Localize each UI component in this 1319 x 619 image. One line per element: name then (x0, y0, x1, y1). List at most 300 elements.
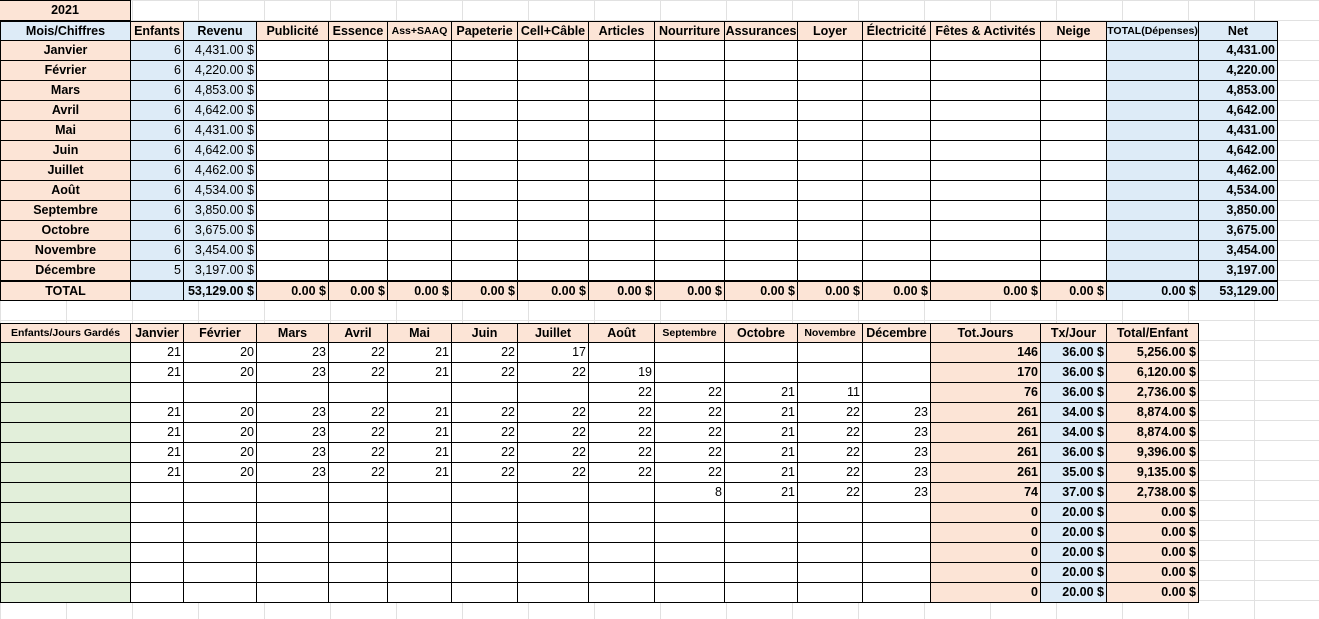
data-cell[interactable] (1107, 101, 1199, 121)
data-cell[interactable] (863, 343, 931, 363)
month-label[interactable]: Décembre (0, 261, 131, 281)
data-cell[interactable] (725, 543, 798, 563)
data-cell[interactable]: 20.00 $ (1041, 563, 1107, 583)
data-cell[interactable]: 0 (931, 583, 1041, 603)
data-cell[interactable] (329, 241, 388, 261)
data-cell[interactable] (388, 161, 452, 181)
data-cell[interactable] (518, 141, 589, 161)
data-cell[interactable] (798, 363, 863, 383)
data-cell[interactable] (589, 583, 655, 603)
data-cell[interactable] (388, 81, 452, 101)
data-cell[interactable] (589, 101, 655, 121)
data-cell[interactable] (655, 41, 725, 61)
data-cell[interactable]: 8 (655, 483, 725, 503)
data-cell[interactable] (725, 221, 798, 241)
data-cell[interactable]: 4,534.00 (1199, 181, 1278, 201)
month-label[interactable]: Octobre (0, 221, 131, 241)
data-cell[interactable]: 22 (452, 463, 518, 483)
data-cell[interactable] (725, 523, 798, 543)
child-name-cell[interactable] (0, 503, 131, 523)
data-cell[interactable]: 36.00 $ (1041, 343, 1107, 363)
column-header[interactable]: Décembre (863, 323, 931, 343)
month-label[interactable]: Mai (0, 121, 131, 141)
column-header[interactable]: Assurances (725, 21, 798, 41)
data-cell[interactable] (388, 101, 452, 121)
data-cell[interactable] (863, 201, 931, 221)
data-cell[interactable]: 22 (798, 443, 863, 463)
month-label[interactable]: Janvier (0, 41, 131, 61)
data-cell[interactable] (518, 503, 589, 523)
data-cell[interactable]: 21 (131, 343, 184, 363)
data-cell[interactable] (725, 201, 798, 221)
data-cell[interactable]: 4,642.00 (1199, 141, 1278, 161)
data-cell[interactable] (589, 181, 655, 201)
column-header[interactable]: Août (589, 323, 655, 343)
data-cell[interactable] (388, 141, 452, 161)
data-cell[interactable] (931, 221, 1041, 241)
data-cell[interactable] (589, 121, 655, 141)
data-cell[interactable] (452, 61, 518, 81)
total-cell[interactable]: 0.00 $ (589, 281, 655, 301)
data-cell[interactable] (589, 543, 655, 563)
data-cell[interactable]: 6 (131, 201, 184, 221)
data-cell[interactable] (329, 181, 388, 201)
data-cell[interactable]: 20 (184, 403, 257, 423)
data-cell[interactable]: 21 (725, 483, 798, 503)
data-cell[interactable]: 6 (131, 61, 184, 81)
data-cell[interactable] (589, 161, 655, 181)
data-cell[interactable] (452, 563, 518, 583)
data-cell[interactable] (1107, 121, 1199, 141)
data-cell[interactable] (518, 383, 589, 403)
data-cell[interactable] (798, 221, 863, 241)
data-cell[interactable] (452, 523, 518, 543)
data-cell[interactable]: 0 (931, 523, 1041, 543)
month-label[interactable]: Juin (0, 141, 131, 161)
data-cell[interactable] (131, 383, 184, 403)
total-cell[interactable]: 0.00 $ (863, 281, 931, 301)
child-name-cell[interactable] (0, 583, 131, 603)
total-cell[interactable]: 0.00 $ (452, 281, 518, 301)
data-cell[interactable] (863, 61, 931, 81)
data-cell[interactable] (931, 161, 1041, 181)
data-cell[interactable] (329, 503, 388, 523)
data-cell[interactable]: 21 (131, 403, 184, 423)
child-name-cell[interactable] (0, 543, 131, 563)
data-cell[interactable] (655, 161, 725, 181)
data-cell[interactable]: 6 (131, 81, 184, 101)
data-cell[interactable] (655, 563, 725, 583)
data-cell[interactable] (257, 543, 329, 563)
data-cell[interactable]: 4,431.00 $ (184, 41, 257, 61)
data-cell[interactable]: 146 (931, 343, 1041, 363)
data-cell[interactable] (863, 181, 931, 201)
year-cell[interactable]: 2021 (0, 0, 131, 21)
data-cell[interactable] (257, 261, 329, 281)
data-cell[interactable] (131, 523, 184, 543)
data-cell[interactable]: 22 (329, 403, 388, 423)
data-cell[interactable] (1107, 41, 1199, 61)
data-cell[interactable] (589, 241, 655, 261)
data-cell[interactable]: 22 (655, 383, 725, 403)
data-cell[interactable]: 22 (798, 483, 863, 503)
data-cell[interactable] (452, 543, 518, 563)
data-cell[interactable] (589, 523, 655, 543)
data-cell[interactable]: 23 (863, 423, 931, 443)
data-cell[interactable] (655, 201, 725, 221)
data-cell[interactable]: 261 (931, 463, 1041, 483)
data-cell[interactable] (388, 241, 452, 261)
data-cell[interactable] (257, 41, 329, 61)
data-cell[interactable] (329, 523, 388, 543)
data-cell[interactable] (863, 261, 931, 281)
data-cell[interactable] (589, 343, 655, 363)
data-cell[interactable]: 22 (518, 423, 589, 443)
data-cell[interactable] (1107, 261, 1199, 281)
data-cell[interactable]: 3,197.00 $ (184, 261, 257, 281)
total-label[interactable]: TOTAL (0, 281, 131, 301)
data-cell[interactable]: 22 (452, 343, 518, 363)
data-cell[interactable] (931, 181, 1041, 201)
total-cell[interactable]: 0.00 $ (1107, 281, 1199, 301)
data-cell[interactable] (655, 363, 725, 383)
data-cell[interactable]: 22 (329, 343, 388, 363)
data-cell[interactable] (388, 543, 452, 563)
data-cell[interactable] (1041, 261, 1107, 281)
data-cell[interactable] (257, 563, 329, 583)
data-cell[interactable] (863, 221, 931, 241)
data-cell[interactable] (725, 41, 798, 61)
data-cell[interactable]: 4,431.00 (1199, 41, 1278, 61)
data-cell[interactable]: 0 (931, 503, 1041, 523)
data-cell[interactable]: 22 (452, 363, 518, 383)
data-cell[interactable]: 20.00 $ (1041, 503, 1107, 523)
column-header[interactable]: Avril (329, 323, 388, 343)
total-cell[interactable]: 0.00 $ (329, 281, 388, 301)
data-cell[interactable] (452, 583, 518, 603)
total-cell[interactable]: 0.00 $ (798, 281, 863, 301)
data-cell[interactable] (1041, 61, 1107, 81)
data-cell[interactable]: 17 (518, 343, 589, 363)
data-cell[interactable]: 22 (798, 423, 863, 443)
data-cell[interactable] (725, 61, 798, 81)
month-label[interactable]: Avril (0, 101, 131, 121)
data-cell[interactable] (1041, 141, 1107, 161)
data-cell[interactable]: 21 (388, 423, 452, 443)
data-cell[interactable] (257, 201, 329, 221)
data-cell[interactable] (452, 161, 518, 181)
data-cell[interactable] (655, 343, 725, 363)
data-cell[interactable] (184, 503, 257, 523)
data-cell[interactable]: 9,135.00 $ (1107, 463, 1199, 483)
data-cell[interactable] (589, 503, 655, 523)
data-cell[interactable]: 21 (725, 463, 798, 483)
data-cell[interactable]: 20 (184, 363, 257, 383)
data-cell[interactable] (655, 181, 725, 201)
data-cell[interactable]: 4,642.00 (1199, 101, 1278, 121)
data-cell[interactable] (655, 523, 725, 543)
data-cell[interactable]: 21 (388, 343, 452, 363)
data-cell[interactable]: 22 (518, 403, 589, 423)
data-cell[interactable] (329, 101, 388, 121)
data-cell[interactable]: 6 (131, 181, 184, 201)
data-cell[interactable] (329, 141, 388, 161)
data-cell[interactable] (518, 241, 589, 261)
data-cell[interactable]: 21 (388, 363, 452, 383)
data-cell[interactable] (388, 41, 452, 61)
data-cell[interactable] (863, 503, 931, 523)
data-cell[interactable] (931, 241, 1041, 261)
data-cell[interactable] (1041, 201, 1107, 221)
total-cell[interactable]: 0.00 $ (518, 281, 589, 301)
data-cell[interactable]: 4,853.00 $ (184, 81, 257, 101)
data-cell[interactable] (1107, 161, 1199, 181)
child-name-cell[interactable] (0, 343, 131, 363)
data-cell[interactable]: 3,454.00 $ (184, 241, 257, 261)
data-cell[interactable]: 22 (589, 463, 655, 483)
data-cell[interactable] (655, 261, 725, 281)
month-label[interactable]: Août (0, 181, 131, 201)
data-cell[interactable]: 20.00 $ (1041, 523, 1107, 543)
column-header[interactable]: Revenu (184, 21, 257, 41)
total-cell[interactable]: 0.00 $ (655, 281, 725, 301)
data-cell[interactable] (257, 503, 329, 523)
data-cell[interactable]: 261 (931, 443, 1041, 463)
total-cell[interactable] (131, 281, 184, 301)
data-cell[interactable] (655, 61, 725, 81)
child-name-cell[interactable] (0, 443, 131, 463)
data-cell[interactable]: 3,197.00 (1199, 261, 1278, 281)
data-cell[interactable] (931, 41, 1041, 61)
data-cell[interactable] (452, 181, 518, 201)
data-cell[interactable]: 22 (589, 423, 655, 443)
column-header[interactable]: Mois/Chiffres (0, 21, 131, 41)
data-cell[interactable]: 0.00 $ (1107, 523, 1199, 543)
data-cell[interactable] (1041, 241, 1107, 261)
data-cell[interactable]: 21 (388, 403, 452, 423)
data-cell[interactable] (863, 41, 931, 61)
data-cell[interactable]: 4,462.00 (1199, 161, 1278, 181)
month-label[interactable]: Novembre (0, 241, 131, 261)
data-cell[interactable]: 170 (931, 363, 1041, 383)
data-cell[interactable] (725, 261, 798, 281)
data-cell[interactable] (388, 523, 452, 543)
data-cell[interactable]: 36.00 $ (1041, 383, 1107, 403)
data-cell[interactable] (589, 41, 655, 61)
child-name-cell[interactable] (0, 563, 131, 583)
data-cell[interactable]: 0 (931, 543, 1041, 563)
data-cell[interactable]: 21 (388, 463, 452, 483)
column-header[interactable]: Juin (452, 323, 518, 343)
data-cell[interactable] (725, 503, 798, 523)
data-cell[interactable] (452, 383, 518, 403)
data-cell[interactable] (655, 543, 725, 563)
data-cell[interactable] (725, 181, 798, 201)
data-cell[interactable] (452, 121, 518, 141)
data-cell[interactable]: 6 (131, 41, 184, 61)
data-cell[interactable]: 21 (725, 443, 798, 463)
data-cell[interactable]: 4,853.00 (1199, 81, 1278, 101)
data-cell[interactable]: 3,675.00 $ (184, 221, 257, 241)
data-cell[interactable]: 20 (184, 423, 257, 443)
data-cell[interactable] (725, 343, 798, 363)
data-cell[interactable]: 21 (725, 423, 798, 443)
data-cell[interactable]: 20 (184, 343, 257, 363)
data-cell[interactable]: 5 (131, 261, 184, 281)
data-cell[interactable]: 22 (452, 403, 518, 423)
data-cell[interactable]: 261 (931, 423, 1041, 443)
data-cell[interactable] (257, 241, 329, 261)
data-cell[interactable] (725, 241, 798, 261)
data-cell[interactable]: 22 (518, 443, 589, 463)
data-cell[interactable]: 23 (257, 443, 329, 463)
data-cell[interactable] (931, 121, 1041, 141)
total-cell[interactable]: 0.00 $ (1041, 281, 1107, 301)
data-cell[interactable] (798, 121, 863, 141)
column-header[interactable]: Septembre (655, 323, 725, 343)
column-header[interactable]: Mai (388, 323, 452, 343)
data-cell[interactable] (931, 141, 1041, 161)
data-cell[interactable] (257, 61, 329, 81)
data-cell[interactable] (518, 201, 589, 221)
data-cell[interactable] (518, 523, 589, 543)
data-cell[interactable]: 6 (131, 241, 184, 261)
data-cell[interactable]: 23 (863, 443, 931, 463)
data-cell[interactable] (1107, 181, 1199, 201)
data-cell[interactable]: 22 (518, 463, 589, 483)
data-cell[interactable]: 0.00 $ (1107, 543, 1199, 563)
total-cell[interactable]: 0.00 $ (931, 281, 1041, 301)
data-cell[interactable] (931, 101, 1041, 121)
data-cell[interactable]: 4,431.00 (1199, 121, 1278, 141)
data-cell[interactable] (518, 563, 589, 583)
data-cell[interactable]: 21 (131, 463, 184, 483)
data-cell[interactable] (725, 81, 798, 101)
data-cell[interactable] (329, 81, 388, 101)
data-cell[interactable] (1107, 201, 1199, 221)
data-cell[interactable]: 6 (131, 161, 184, 181)
data-cell[interactable] (798, 563, 863, 583)
data-cell[interactable] (589, 141, 655, 161)
child-name-cell[interactable] (0, 363, 131, 383)
data-cell[interactable] (184, 523, 257, 543)
data-cell[interactable]: 20.00 $ (1041, 583, 1107, 603)
data-cell[interactable]: 23 (257, 363, 329, 383)
data-cell[interactable] (257, 181, 329, 201)
data-cell[interactable] (798, 261, 863, 281)
data-cell[interactable] (518, 61, 589, 81)
data-cell[interactable] (655, 583, 725, 603)
column-header[interactable]: TOTAL(Dépenses) (1107, 21, 1199, 41)
data-cell[interactable] (1107, 241, 1199, 261)
data-cell[interactable] (798, 503, 863, 523)
data-cell[interactable]: 4,220.00 $ (184, 61, 257, 81)
data-cell[interactable] (184, 583, 257, 603)
data-cell[interactable]: 36.00 $ (1041, 363, 1107, 383)
data-cell[interactable]: 19 (589, 363, 655, 383)
data-cell[interactable] (798, 61, 863, 81)
data-cell[interactable] (518, 101, 589, 121)
data-cell[interactable]: 22 (452, 423, 518, 443)
column-header[interactable]: Articles (589, 21, 655, 41)
data-cell[interactable]: 22 (329, 423, 388, 443)
data-cell[interactable]: 3,454.00 (1199, 241, 1278, 261)
data-cell[interactable]: 34.00 $ (1041, 423, 1107, 443)
month-label[interactable]: Juillet (0, 161, 131, 181)
column-header[interactable]: Mars (257, 323, 329, 343)
data-cell[interactable] (257, 121, 329, 141)
child-name-cell[interactable] (0, 423, 131, 443)
data-cell[interactable] (863, 101, 931, 121)
data-cell[interactable]: 6,120.00 $ (1107, 363, 1199, 383)
child-name-cell[interactable] (0, 483, 131, 503)
data-cell[interactable]: 37.00 $ (1041, 483, 1107, 503)
total-cell[interactable]: 0.00 $ (388, 281, 452, 301)
data-cell[interactable]: 22 (589, 443, 655, 463)
data-cell[interactable]: 22 (655, 423, 725, 443)
data-cell[interactable] (931, 61, 1041, 81)
data-cell[interactable]: 21 (388, 443, 452, 463)
column-header[interactable]: Cell+Câble (518, 21, 589, 41)
data-cell[interactable] (388, 121, 452, 141)
data-cell[interactable] (1041, 81, 1107, 101)
child-name-cell[interactable] (0, 383, 131, 403)
data-cell[interactable] (329, 261, 388, 281)
column-header[interactable]: Tot.Jours (931, 323, 1041, 343)
data-cell[interactable]: 6 (131, 101, 184, 121)
data-cell[interactable]: 22 (518, 363, 589, 383)
data-cell[interactable] (863, 81, 931, 101)
column-header[interactable]: Publicité (257, 21, 329, 41)
data-cell[interactable] (1107, 221, 1199, 241)
data-cell[interactable] (518, 543, 589, 563)
data-cell[interactable] (1107, 81, 1199, 101)
data-cell[interactable] (518, 261, 589, 281)
data-cell[interactable] (452, 261, 518, 281)
column-header[interactable]: Enfants/Jours Gardés (0, 323, 131, 343)
data-cell[interactable]: 2,738.00 $ (1107, 483, 1199, 503)
column-header[interactable]: Fêtes & Activités (931, 21, 1041, 41)
data-cell[interactable] (798, 141, 863, 161)
data-cell[interactable] (589, 201, 655, 221)
data-cell[interactable] (257, 221, 329, 241)
data-cell[interactable] (388, 261, 452, 281)
data-cell[interactable] (257, 583, 329, 603)
data-cell[interactable]: 21 (725, 403, 798, 423)
data-cell[interactable] (655, 101, 725, 121)
column-header[interactable]: Tx/Jour (1041, 323, 1107, 343)
data-cell[interactable] (725, 363, 798, 383)
data-cell[interactable] (518, 41, 589, 61)
data-cell[interactable] (725, 161, 798, 181)
data-cell[interactable]: 0.00 $ (1107, 583, 1199, 603)
data-cell[interactable]: 22 (655, 443, 725, 463)
data-cell[interactable] (798, 201, 863, 221)
data-cell[interactable] (798, 583, 863, 603)
data-cell[interactable]: 35.00 $ (1041, 463, 1107, 483)
data-cell[interactable] (655, 81, 725, 101)
data-cell[interactable] (655, 503, 725, 523)
data-cell[interactable] (798, 241, 863, 261)
data-cell[interactable] (329, 161, 388, 181)
column-header[interactable]: Octobre (725, 323, 798, 343)
data-cell[interactable] (1041, 181, 1107, 201)
data-cell[interactable] (931, 261, 1041, 281)
data-cell[interactable] (863, 363, 931, 383)
data-cell[interactable] (388, 181, 452, 201)
data-cell[interactable]: 5,256.00 $ (1107, 343, 1199, 363)
data-cell[interactable] (329, 383, 388, 403)
